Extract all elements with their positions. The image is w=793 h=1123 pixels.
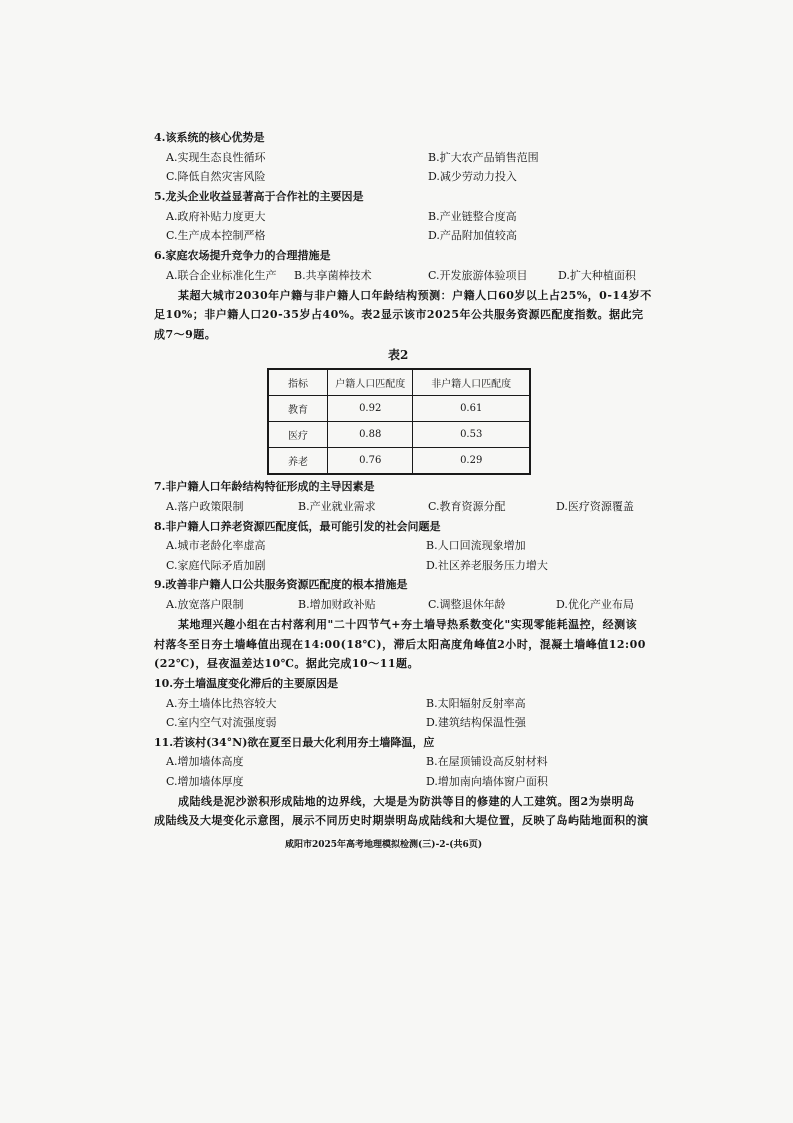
q8-option-d: D.社区养老服务压力增大 — [426, 559, 548, 572]
q7-option-c: C.教育资源分配 — [428, 500, 506, 513]
q10-stem: 10.夯土墙温度变化滞后的主要原因是 — [154, 677, 339, 690]
table-row — [268, 422, 530, 448]
table-header-cell: 户籍人口匹配度 — [328, 369, 413, 396]
material2-line3: (22℃)，昼夜温差达10℃。据此完成10～11题。 — [154, 657, 419, 670]
service-match-table — [267, 368, 531, 475]
q6-option-d: D.扩大种植面积 — [558, 269, 636, 282]
q9-option-a: A.放宽落户限制 — [166, 598, 244, 611]
q11-option-b: B.在屋顶铺设高反射材料 — [426, 755, 548, 768]
q6-option-a: A.联合企业标准化生产 — [166, 269, 277, 282]
material3-line2: 成陆线及大堤变化示意图，展示不同历史时期崇明岛成陆线和大堤位置，反映了岛屿陆地面积的演 — [154, 814, 649, 827]
table-cell: 0.92 — [328, 396, 413, 422]
q11-option-a: A.增加墙体高度 — [166, 755, 244, 768]
material2-line2: 村落冬至日夯土墙峰值出现在14:00(18℃)，滞后太阳高度角峰值2小时，混凝土墙峰值12:00 — [154, 638, 646, 651]
table-cell: 0.76 — [328, 448, 413, 475]
q8-option-a: A.城市老龄化率虚高 — [166, 539, 266, 552]
q4-option-c: C.降低自然灾害风险 — [166, 170, 266, 183]
q9-option-c: C.调整退休年龄 — [428, 598, 506, 611]
table-row — [268, 396, 530, 422]
table-cell: 0.61 — [413, 396, 530, 422]
q9-option-d: D.优化产业布局 — [556, 598, 634, 611]
q7-option-a: A.落户政策限制 — [166, 500, 244, 513]
table-cell: 养老 — [268, 448, 328, 475]
q5-option-b: B.产业链整合度高 — [428, 210, 517, 223]
table-cell: 0.88 — [328, 422, 413, 448]
q9-option-b: B.增加财政补贴 — [298, 598, 376, 611]
material1-line1: 某超大城市2030年户籍与非户籍人口年龄结构预测：户籍人口60岁以上占25%，0-14岁不 — [178, 289, 652, 302]
q8-option-c: C.家庭代际矛盾加剧 — [166, 559, 266, 572]
table-header-row — [268, 369, 530, 396]
table-caption: 表2 — [388, 348, 409, 362]
q4-option-b: B.扩大农产品销售范围 — [428, 151, 539, 164]
q7-option-d: D.医疗资源覆盖 — [556, 500, 634, 513]
material1-line2: 足10%；非户籍人口20-35岁占40%。表2显示该市2025年公共服务资源匹配度指数。据此完 — [154, 308, 644, 321]
q5-option-d: D.产品附加值较高 — [428, 229, 517, 242]
table-row — [268, 448, 530, 475]
table-cell: 医疗 — [268, 422, 328, 448]
q5-stem: 5.龙头企业收益显著高于合作社的主要因是 — [154, 190, 364, 203]
q8-stem: 8.非户籍人口养老资源匹配度低，最可能引发的社会问题是 — [154, 520, 441, 533]
q4-stem: 4.该系统的核心优势是 — [154, 131, 265, 144]
table-cell: 教育 — [268, 396, 328, 422]
q11-option-d: D.增加南向墙体窗户面积 — [426, 775, 548, 788]
table-cell: 0.29 — [413, 448, 530, 475]
q7-stem: 7.非户籍人口年龄结构特征形成的主导因素是 — [154, 480, 375, 493]
q11-option-c: C.增加墙体厚度 — [166, 775, 244, 788]
q4-option-a: A.实现生态良性循环 — [166, 151, 266, 164]
material2-line1: 某地理兴趣小组在古村落利用"二十四节气+夯土墙导热系数变化"实现零能耗温控，经测该 — [178, 618, 638, 631]
q10-option-a: A.夯土墙体比热容较大 — [166, 697, 277, 710]
q9-stem: 9.改善非户籍人口公共服务资源匹配度的根本措施是 — [154, 578, 408, 591]
q10-option-b: B.太阳辐射反射率高 — [426, 697, 526, 710]
q5-option-a: A.政府补贴力度更大 — [166, 210, 266, 223]
q7-option-b: B.产业就业需求 — [298, 500, 376, 513]
q6-stem: 6.家庭农场提升竞争力的合理措施是 — [154, 249, 331, 262]
material3-line1: 成陆线是泥沙淤积形成陆地的边界线，大堤是为防洪等目的修建的人工建筑。图2为崇明岛 — [178, 795, 635, 808]
material1-line3: 成7～9题。 — [154, 328, 217, 341]
page-footer: 咸阳市2025年高考地理模拟检测(三)-2-(共6页) — [285, 840, 483, 850]
q4-option-d: D.减少劳动力投入 — [428, 170, 517, 183]
q10-option-c: C.室内空气对流强度弱 — [166, 716, 277, 729]
q8-option-b: B.人口回流现象增加 — [426, 539, 526, 552]
table-cell: 0.53 — [413, 422, 530, 448]
q6-option-c: C.开发旅游体验项目 — [428, 269, 528, 282]
q11-stem: 11.若该村(34°N)欲在夏至日最大化利用夯土墙降温，应 — [154, 736, 435, 749]
q6-option-b: B.共享菌棒技术 — [294, 269, 372, 282]
q10-option-d: D.建筑结构保温性强 — [426, 716, 526, 729]
table-header-cell: 非户籍人口匹配度 — [413, 369, 530, 396]
table-header-cell: 指标 — [268, 369, 328, 396]
q5-option-c: C.生产成本控制严格 — [166, 229, 266, 242]
